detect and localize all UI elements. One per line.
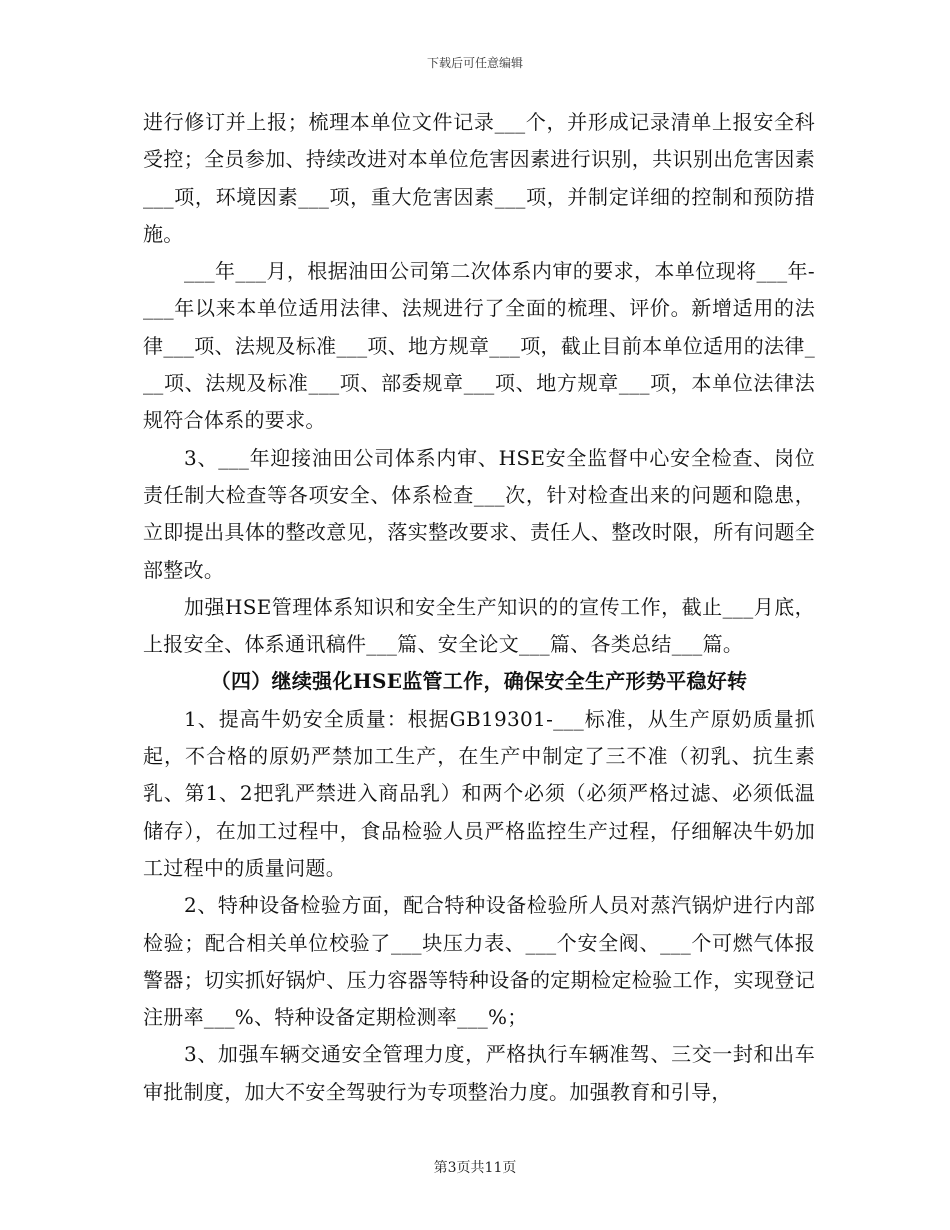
section-heading: （四）继续强化HSE监管工作，确保安全生产形势平稳好转 — [210, 669, 748, 694]
paragraph-continuation: 进行修订并上报；梳理本单位文件记录___个，并形成记录清单上报安全科受控；全员参加、持续改进对本单位危害因素进行识别，共识别出危害因素___项，环境因素___项，重大危害因素___项，并制定详细的控制和预防措施。 — [143, 110, 815, 246]
paragraph-special-equipment: 2、特种设备检验方面，配合特种设备检验所人员对蒸汽锅炉进行内部检验；配合相关单位校验了___块压力表、___个安全阀、___个可燃气体报警器；切实抓好锅炉、压力容器等特种设备的定期检定检验工作，实现登记注册率___%、特种设备定期检测率___%； — [143, 893, 815, 1030]
page-footer: 第3页共11页 — [433, 1160, 517, 1176]
paragraph-vehicle-safety: 3、加强车辆交通安全管理力度，严格执行车辆准驾、三交一封和出车审批制度，加大不安全驾驶行为专项整治力度。加强教育和引导， — [143, 1042, 815, 1104]
paragraph-publicity: 加强HSE管理体系知识和安全生产知识的的宣传工作，截止___月底，上报安全、体系通讯稿件___篇、安全论文___篇、各类总结___篇。 — [143, 594, 815, 657]
paragraph-inspections: 3、___年迎接油田公司体系内审、HSE安全监督中心安全检查、岗位责任制大检查等各项安全、体系检查___次，针对检查出来的问题和隐患，立即提出具体的整改意见，落实整改要求、责任人、整改时限，所有问题全部整改。 — [143, 445, 815, 582]
document-body — [143, 104, 815, 1111]
paragraph-milk-quality: 1、提高牛奶安全质量：根据GB19301-___标准，从生产原奶质量抓起，不合格的原奶严禁加工生产，在生产中制定了三不准（初乳、抗生素乳、第1、2把乳严禁进入商品乳）和两个必须（必须严格过滤、必须低温储存），在加工过程中，食品检验人员严格监控生产过程，仔细解决牛奶加工过程中的质量问题。 — [143, 706, 815, 880]
paragraph-laws-review: ___年___月，根据油田公司第二次体系内审的要求，本单位现将___年-___年以来本单位适用法律、法规进行了全面的梳理、评价。新增适用的法律___项、法规及标准___项、地方规章___项，截止目前本单位适用的法律___项、法规及标准___项、部委规章___项、地方规章___项，本单位法律法规符合体系的要求。 — [143, 259, 815, 433]
page-header: 下载后可任意编辑 — [426, 56, 523, 70]
